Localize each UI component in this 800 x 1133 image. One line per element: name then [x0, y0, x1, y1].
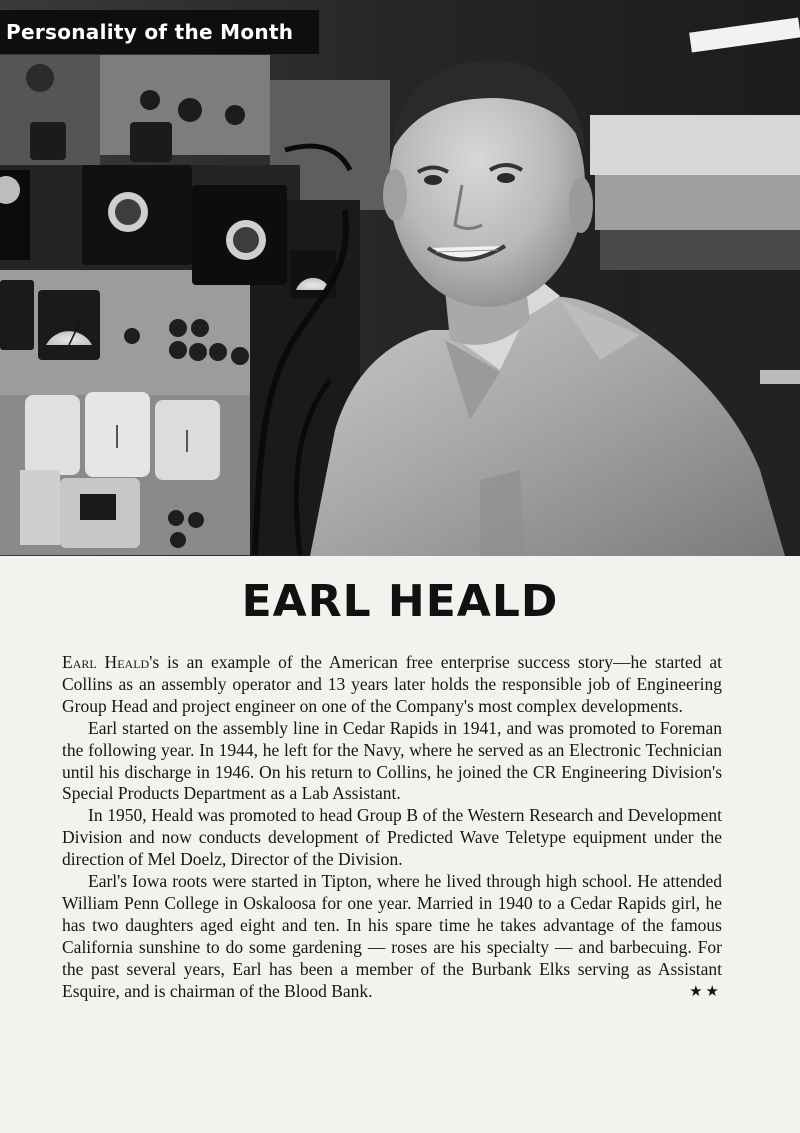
paragraph-4-text: Earl's Iowa roots were started in Tipton, where he lived through high school. He attended William Penn College in Oskaloosa for one year. Married in 1940 to a Cedar Rapids girl, he has two daughters aged eight and ten. In his spare time he takes advantage of the famous California sunshine to do some gardening — roses are his specialty — and barbecuing. For the past several years, Earl has been a member of the Burbank Elks serving as Assistant Esquire, and is chairman of the Blood Bank. [62, 871, 722, 1001]
portrait-photo [0, 0, 800, 556]
section-label: Personality of the Month [0, 10, 319, 54]
article-body [62, 652, 722, 1003]
end-mark: ★★ [689, 981, 722, 1000]
paragraph-1-text: 's is an example of the American free enterprise success story—he started at Collins as an assembly operator and 13 years later holds the responsible job of Engineering Group Head and project engineer on one of the Company's most complex developments. [62, 652, 723, 716]
lead-name: Earl Heald [62, 652, 150, 672]
paragraph-1 [62, 652, 722, 718]
paragraph-2: Earl started on the assembly line in Cedar Rapids in 1941, and was promoted to Foreman the following year. In 1944, he left for the Navy, where he served as an Electronic Technician until his discharge in 1946. On his return to Collins, he joined the CR Engineering Division's Special Products Department as a Lab Assistant. [62, 717, 722, 804]
paragraph-3: In 1950, Heald was promoted to head Group B of the Western Research and Development Division and now conducts development of Predicted Wave Teletype equipment under the direction of Mel Doelz, Director of the Division. [62, 805, 722, 870]
paragraph-4 [62, 871, 722, 1002]
article-headline: EARL HEALD [241, 576, 559, 627]
